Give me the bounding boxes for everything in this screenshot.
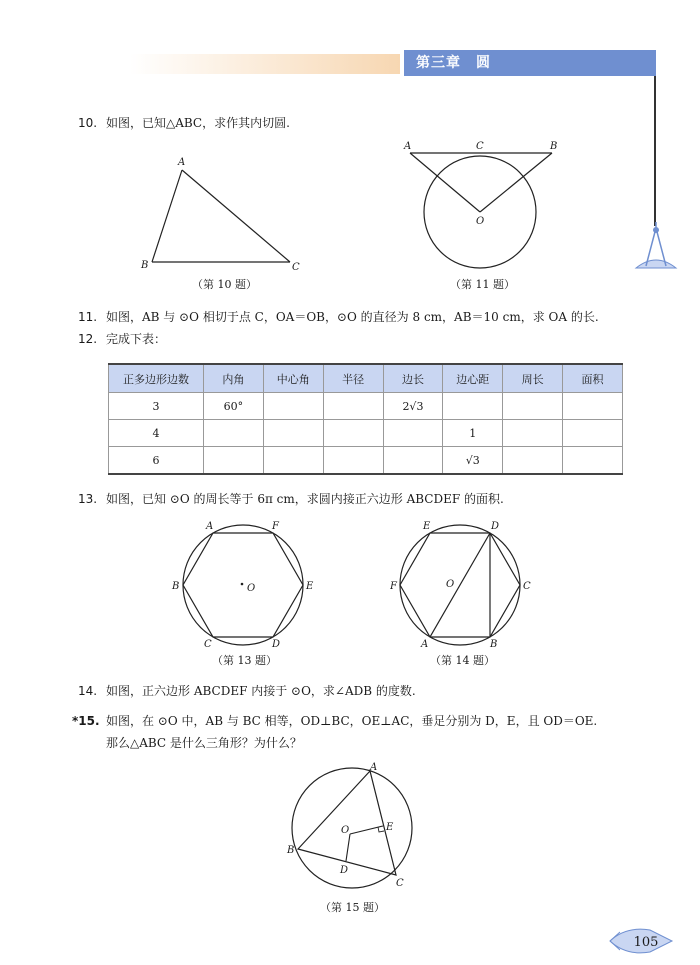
- table-cell: [383, 447, 443, 475]
- compass-icon: [632, 222, 680, 272]
- table-header-cell: 边长: [383, 364, 443, 393]
- diagonal-ad: [430, 533, 490, 637]
- vertex-label-b: B: [287, 845, 295, 856]
- vertex-label-d: D: [272, 639, 281, 650]
- vertex-label-a: A: [370, 762, 378, 773]
- table-header-cell: 周长: [503, 364, 563, 393]
- vertex-label-e: E: [423, 521, 431, 532]
- page-number-badge: [606, 924, 676, 958]
- vertex-label-d: D: [491, 521, 500, 532]
- vertex-label-c: C: [396, 878, 404, 889]
- table-cell: [563, 420, 623, 447]
- point-label-b: B: [550, 141, 558, 152]
- segment-od: [346, 834, 350, 861]
- question-text: 如图，已知 ⊙O 的周长等于 6π cm，求圆内接正六边形 ABCDEF 的面积.: [106, 492, 504, 506]
- polygon-table: [108, 363, 623, 475]
- table-cell: [563, 447, 623, 475]
- circle-o: [183, 525, 303, 645]
- table-cell: [443, 393, 503, 420]
- side-ac: [182, 170, 290, 262]
- figure-11-caption: （第 11 题）: [450, 278, 515, 291]
- table-cell: [323, 447, 383, 475]
- figure-10-triangle: [130, 150, 310, 275]
- question-text: 完成下表：: [106, 332, 167, 346]
- vertex-label-c: C: [204, 639, 212, 650]
- question-text-line2: 那么△ABC 是什么三角形？为什么？: [106, 736, 302, 750]
- question-13: [78, 490, 504, 508]
- question-11: [78, 308, 599, 326]
- question-number: 14.: [78, 684, 98, 698]
- chapter-title: 第三章 圆: [404, 50, 656, 76]
- table-cell: [263, 393, 323, 420]
- table-cell: [323, 393, 383, 420]
- question-12: [78, 330, 166, 348]
- segment-oa: [410, 153, 480, 212]
- table-cell: 6: [109, 447, 204, 475]
- point-label-e: E: [386, 822, 394, 833]
- question-number: *15.: [72, 714, 100, 728]
- question-text-line1: 如图，在 ⊙O 中，AB 与 BC 相等，OD⊥BC，OE⊥AC，垂足分别为 D，E，且 OD＝OE.: [106, 714, 598, 728]
- question-text: 如图，正六边形 ABCDEF 内接于 ⊙O，求∠ADB 的度数.: [106, 684, 416, 698]
- table-cell: 3: [109, 393, 204, 420]
- vertex-label-b: B: [172, 581, 180, 592]
- page-number: 105: [633, 935, 659, 950]
- circle-o: [292, 768, 412, 888]
- figure-15-triangle-in-circle: [284, 762, 424, 897]
- vertex-label-a: A: [206, 521, 214, 532]
- question-10: [78, 114, 290, 132]
- table-header-cell: 边心距: [443, 364, 503, 393]
- question-number: 11.: [78, 310, 98, 324]
- figure-11-tangent-circle: [400, 136, 570, 272]
- vertex-label-b: B: [141, 260, 149, 271]
- figure-13-caption: （第 13 题）: [212, 654, 277, 667]
- table-cell: √3: [443, 447, 503, 475]
- table-header-row: [109, 364, 623, 393]
- hexagon-abcdef: [183, 533, 303, 637]
- table-cell: [383, 420, 443, 447]
- table-cell: 2√3: [383, 393, 443, 420]
- table-cell: [263, 420, 323, 447]
- table-header-cell: 正多边形边数: [109, 364, 204, 393]
- segment-ob: [480, 153, 552, 212]
- table-cell: 60°: [204, 393, 264, 420]
- margin-rule: [654, 76, 656, 226]
- point-label-c: C: [476, 141, 484, 152]
- figure-14-hexagon: [390, 515, 540, 650]
- figure-13-hexagon: [168, 515, 318, 650]
- center-label-o: O: [247, 583, 256, 594]
- vertex-label-b: B: [490, 639, 498, 650]
- table-cell: [204, 447, 264, 475]
- table-cell: 4: [109, 420, 204, 447]
- center-label-o: O: [446, 579, 455, 590]
- figure-14-caption: （第 14 题）: [430, 654, 495, 667]
- table-cell: [263, 447, 323, 475]
- table-cell: [204, 420, 264, 447]
- table-row: [109, 447, 623, 475]
- triangle-abc: [298, 771, 396, 875]
- figure-15-caption: （第 15 题）: [320, 901, 385, 914]
- header-gradient-bar: [130, 54, 400, 74]
- vertex-label-f: F: [390, 581, 397, 592]
- question-15: [72, 712, 597, 730]
- table-header-cell: 半径: [323, 364, 383, 393]
- vertex-label-c: C: [523, 581, 531, 592]
- table-cell: [563, 393, 623, 420]
- table-cell: 1: [443, 420, 503, 447]
- question-number: 13.: [78, 492, 98, 506]
- question-14: [78, 682, 416, 700]
- point-label-a: A: [404, 141, 412, 152]
- table-cell: [503, 420, 563, 447]
- table-header-cell: 内角: [204, 364, 264, 393]
- question-text: 如图，AB 与 ⊙O 相切于点 C，OA＝OB，⊙O 的直径为 8 cm，AB＝10 cm，求 OA 的长.: [106, 310, 599, 324]
- side-ab: [152, 170, 182, 262]
- vertex-label-f: F: [272, 521, 279, 532]
- vertex-label-c: C: [292, 262, 300, 273]
- table-row: [109, 420, 623, 447]
- vertex-label-a: A: [421, 639, 429, 650]
- table-cell: [503, 447, 563, 475]
- table-header-cell: 面积: [563, 364, 623, 393]
- question-number: 10.: [78, 116, 98, 130]
- center-label-o: O: [341, 825, 350, 836]
- table-cell: [323, 420, 383, 447]
- point-label-d: D: [340, 865, 349, 876]
- table-header-cell: 中心角: [263, 364, 323, 393]
- question-number: 12.: [78, 332, 98, 346]
- question-15-line2: [106, 734, 302, 752]
- point-label-o: O: [476, 216, 485, 227]
- vertex-label-e: E: [306, 581, 314, 592]
- table-cell: [503, 393, 563, 420]
- question-text: 如图，已知△ABC，求作其内切圆.: [106, 116, 290, 130]
- figure-10-caption: （第 10 题）: [192, 278, 257, 291]
- vertex-label-a: A: [178, 157, 186, 168]
- right-angle-mark: [378, 827, 384, 832]
- center-point: [241, 583, 244, 586]
- table-row: [109, 393, 623, 420]
